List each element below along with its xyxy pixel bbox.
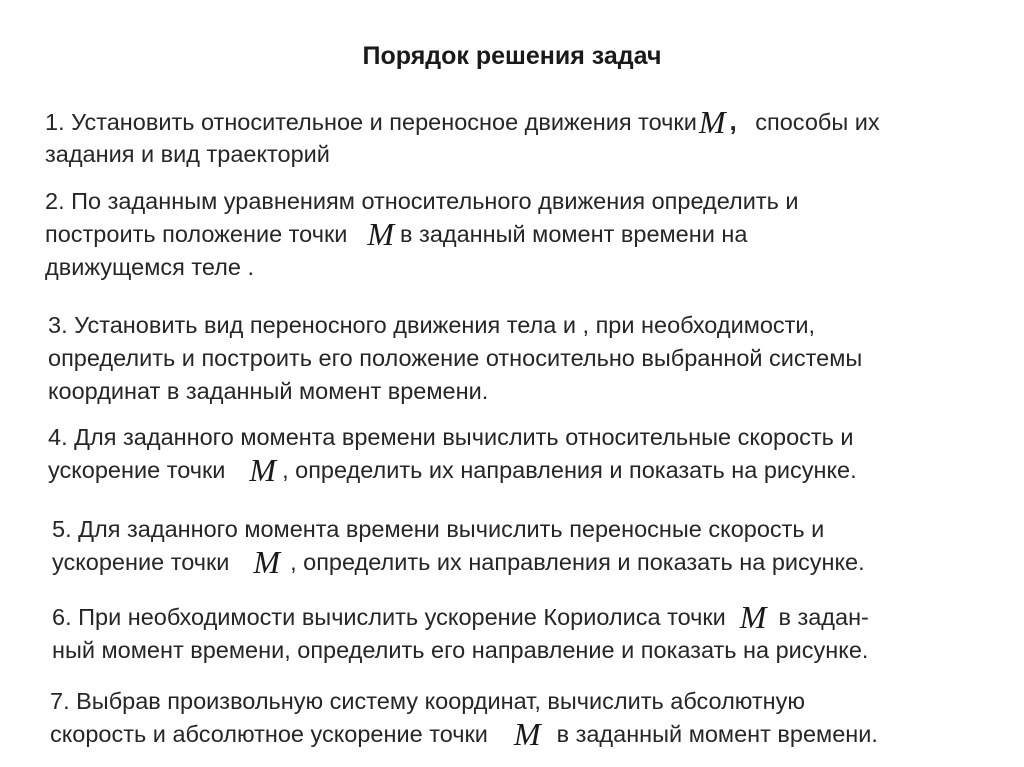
step-7-line-1: 7. Выбрав произвольную систему координат, вычислить абсолютную [50,688,806,714]
step-3-line-2: определить и построить его положение относительно выбранной системы [48,345,863,371]
step-2 [45,185,799,284]
step-7-line-2: скорость и абсолютное ускорение точки M в заданный момент времени. [50,716,878,752]
step-6-line-1: 6. При необходимости вычислить ускорение Кориолиса точки M в задан- [52,599,869,635]
step-4-line-1: 4. Для заданного момента времени вычислить относительные скорость и [48,424,854,450]
step-5-line-2: ускорение точки M , определить их направления и показать на рисунке. [52,544,865,580]
step-5 [52,513,865,579]
step-2-line-3: движущемся теле . [45,254,254,280]
step-1 [45,105,880,171]
point-m-symbol: M [253,544,281,580]
step-7 [50,685,878,751]
step-2-line-2: построить положение точки M в заданный момент времени на [45,216,748,252]
step-4 [48,421,857,487]
point-m-symbol: M [739,599,767,635]
step-1-line-2: задания и вид траекторий [45,141,330,167]
step-3-line-3: координат в заданный момент времени. [48,378,489,404]
slide-title: Порядок решения задач [362,42,662,70]
step-1-line-1: 1. Установить относительное и переносное движения точкиM , способы их [45,104,880,140]
point-m-symbol: M [698,104,726,140]
step-5-line-1: 5. Для заданного момента времени вычислить переносные скорость и [52,516,825,542]
point-m-symbol: M [367,216,395,252]
point-m-symbol: M [249,452,277,488]
step-4-line-2: ускорение точки M , определить их направления и показать на рисунке. [48,452,857,488]
step-3-line-1: 3. Установить вид переносного движения тела и , при необходимости, [48,312,816,338]
step-6-line-2: ный момент времени, определить его направление и показать на рисунке. [52,637,869,663]
step-2-line-1: 2. По заданным уравнениям относительного движения определить и [45,188,799,214]
point-m-symbol: M [513,716,541,752]
step-6 [52,601,869,667]
step-3 [48,309,862,408]
